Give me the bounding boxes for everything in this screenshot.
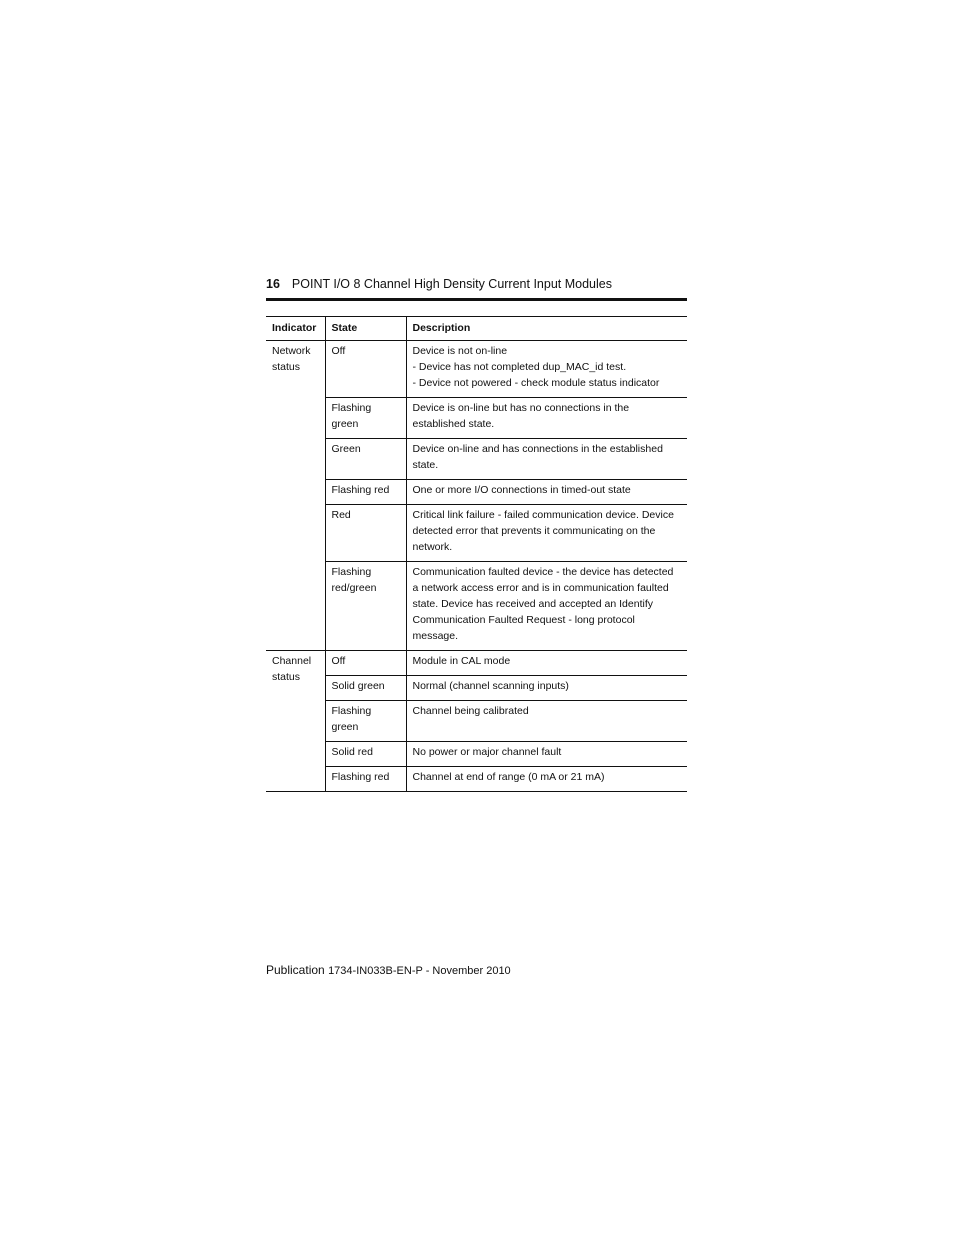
description-line: Module in CAL mode — [412, 655, 511, 667]
publication-label: Publication — [266, 963, 325, 977]
description-line: Normal (channel scanning inputs) — [412, 680, 569, 692]
description-cell — [406, 701, 687, 742]
description-cell — [406, 398, 687, 439]
description-line: Channel at end of range (0 mA or 21 mA) — [412, 771, 605, 783]
description-cell — [406, 341, 687, 398]
description-line: Channel being calibrated — [412, 705, 529, 717]
state-cell: Solid red — [325, 742, 406, 767]
description-line: - Device not powered - check module status indicator — [412, 377, 660, 389]
page-header — [266, 276, 687, 292]
table-row — [266, 439, 687, 480]
description-line: - Device has not completed dup_MAC_id test. — [412, 361, 627, 373]
table-row — [266, 480, 687, 505]
table-row — [266, 651, 687, 676]
state-cell: Off — [325, 341, 406, 398]
publication-footer — [266, 962, 511, 979]
state-cell: Flashing red — [325, 767, 406, 792]
page-number: 16 — [266, 277, 280, 291]
description-cell — [406, 742, 687, 767]
description-cell — [406, 651, 687, 676]
description-cell — [406, 562, 687, 651]
table-row — [266, 562, 687, 651]
state-cell: Red — [325, 505, 406, 562]
description-cell — [406, 767, 687, 792]
description-line: No power or major channel fault — [412, 746, 562, 758]
table-row — [266, 742, 687, 767]
table-body — [266, 341, 687, 792]
table-row — [266, 505, 687, 562]
state-cell: Flashing red — [325, 480, 406, 505]
description-line: Device is not on-line — [412, 345, 508, 357]
table-row — [266, 676, 687, 701]
state-cell: Solid green — [325, 676, 406, 701]
header-rule — [266, 298, 687, 301]
table-row — [266, 341, 687, 398]
state-cell: Flashing red/green — [325, 562, 406, 651]
table-row — [266, 701, 687, 742]
column-header-indicator: Indicator — [266, 317, 325, 341]
description-line: One or more I/O connections in timed-out state — [412, 484, 631, 496]
table-header-row — [266, 317, 687, 341]
description-line: Critical link failure - failed communication device. Device detected error that prevents it communicating on the network. — [412, 509, 674, 553]
description-line: Device is on-line but has no connections in the established state. — [412, 402, 630, 430]
page-title: POINT I/O 8 Channel High Density Current Input Modules — [291, 277, 612, 291]
table-row — [266, 767, 687, 792]
column-header-state: State — [325, 317, 406, 341]
state-cell: Flashing green — [325, 701, 406, 742]
column-header-description: Description — [406, 317, 687, 341]
indicator-cell: Network status — [266, 341, 325, 651]
state-cell: Off — [325, 651, 406, 676]
table-row — [266, 398, 687, 439]
state-cell: Green — [325, 439, 406, 480]
state-cell: Flashing green — [325, 398, 406, 439]
indicator-table — [266, 316, 687, 792]
indicator-cell: Channel status — [266, 651, 325, 792]
description-line: Device on-line and has connections in the established state. — [412, 443, 663, 471]
publication-code: 1734-IN033B-EN-P - November 2010 — [328, 965, 511, 977]
description-line: Communication faulted device - the device has detected a network access error and is in communication faulted state. Device has received and accepted an Identify Communication Faulted Request - long protocol message. — [412, 566, 674, 642]
description-cell — [406, 505, 687, 562]
description-cell — [406, 676, 687, 701]
description-cell — [406, 480, 687, 505]
description-cell — [406, 439, 687, 480]
